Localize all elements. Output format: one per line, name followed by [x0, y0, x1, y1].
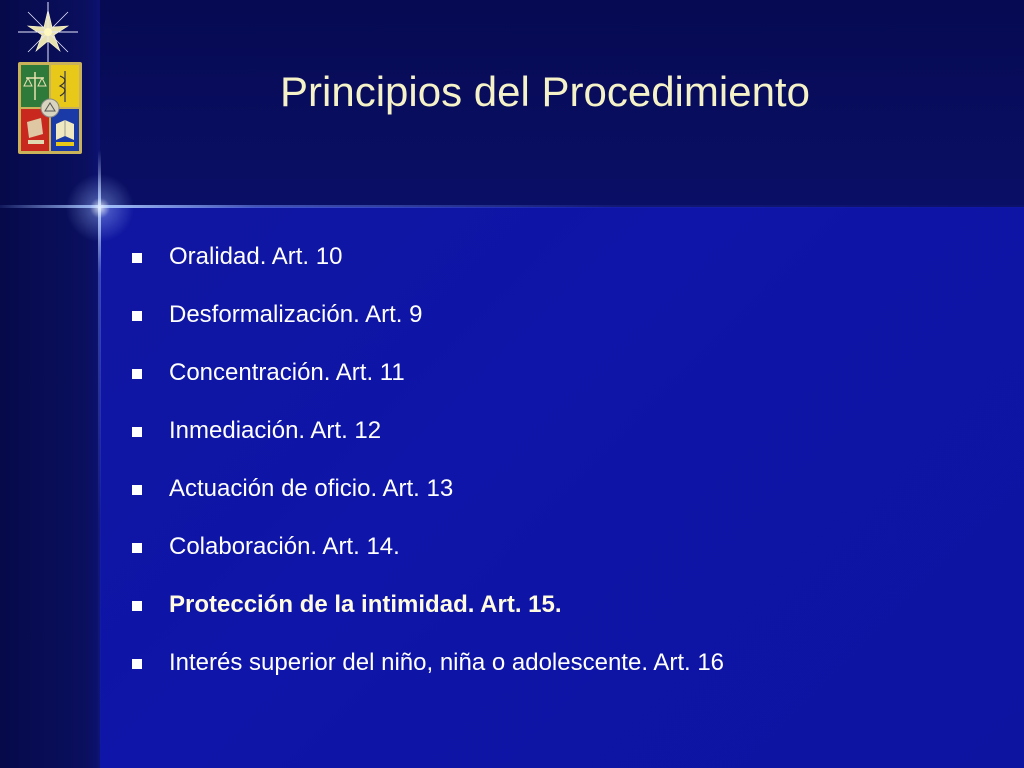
bullet-square-icon [132, 485, 142, 495]
bullet-square-icon [132, 543, 142, 553]
list-item [132, 296, 724, 354]
list-item [132, 354, 724, 412]
bullet-list [132, 238, 724, 702]
list-item [132, 470, 724, 528]
slide-title: Principios del Procedimiento [280, 68, 810, 115]
bullet-square-icon [132, 601, 142, 611]
bullet-text: Desformalización. Art. 9 [169, 301, 423, 328]
bullet-square-icon [132, 659, 142, 669]
list-item [132, 238, 724, 296]
bullet-text: Inmediación. Art. 12 [169, 417, 382, 444]
university-crest-icon [10, 0, 90, 160]
bullet-text: Interés superior del niño, niña o adolescente. Art. 16 [169, 649, 725, 676]
bullet-square-icon [132, 369, 142, 379]
bullet-square-icon [132, 253, 142, 263]
bullet-square-icon [132, 311, 142, 321]
list-item [132, 412, 724, 470]
star-glow [60, 168, 140, 248]
bullet-text: Actuación de oficio. Art. 13 [169, 475, 454, 502]
bullet-square-icon [132, 427, 142, 437]
bullet-text-highlighted: Protección de la intimidad. Art. 15. [169, 591, 562, 618]
list-item [132, 644, 724, 702]
bullet-text: Colaboración. Art. 14. [169, 533, 400, 560]
bullet-text: Concentración. Art. 11 [169, 359, 405, 386]
list-item [132, 528, 724, 586]
horizontal-accent-line [0, 205, 1024, 208]
bullet-text: Oralidad. Art. 10 [169, 243, 343, 270]
list-item [132, 586, 724, 644]
